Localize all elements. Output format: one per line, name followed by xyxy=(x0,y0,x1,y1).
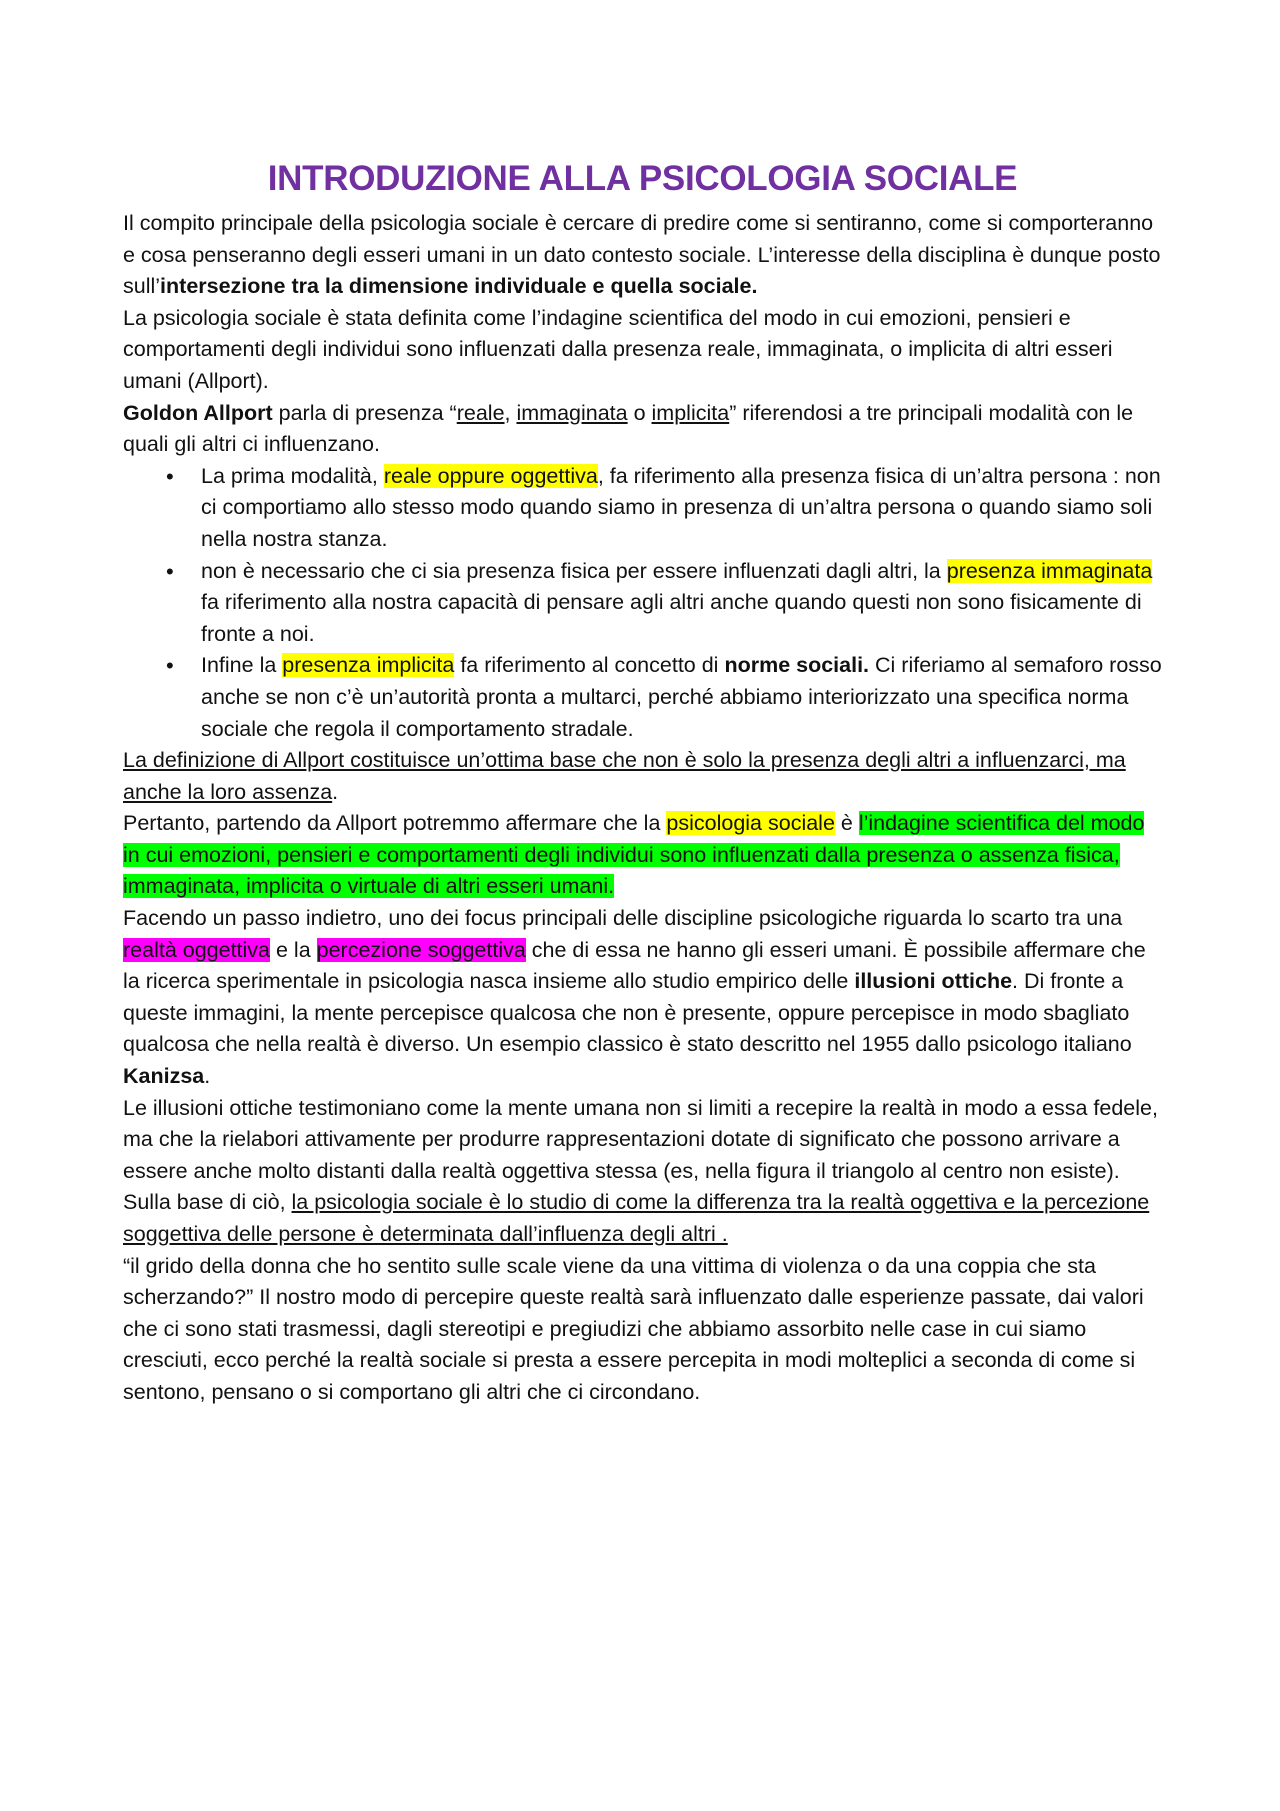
underlined-sentence: La definizione di Allport costituisce un’ottima base che non è solo la presenza degli altri a influenzarci, ma anche la loro assenza xyxy=(123,748,1126,804)
bold-kanizsa: Kanizsa xyxy=(123,1064,205,1089)
paragraph-rielabora: Le illusioni ottiche testimoniano come la mente umana non si limiti a recepire la realtà in modo a essa fedele, ma che la rielabori attivamente per produrre rappresentazioni dotate di significato che possono arrivare a essere anche molto distanti dalla realtà oggettiva stessa (es, nella figura il triangolo al centro non esiste). xyxy=(123,1095,1158,1183)
highlight-yellow: presenza immaginata xyxy=(946,558,1153,583)
page-title: INTRODUZIONE ALLA PSICOLOGIA SOCIALE xyxy=(267,159,1018,198)
highlight-yellow: reale oppure oggettiva xyxy=(383,463,598,488)
paragraph-pertanto: Pertanto, partendo da Allport potremmo affermare che la psicologia sociale è l’indagine scientifica del modo in cui emozioni, pensieri e comportamenti degli individui sono influenzati dalla presenza o assenza fisica, immaginata, implicita o virtuale di altri esseri umani. xyxy=(123,811,1145,899)
highlight-magenta: percezione soggettiva xyxy=(316,937,526,962)
underline-implicita: implicita xyxy=(651,400,730,425)
list-item: • La prima modalità, reale oppure oggettiva, fa riferimento alla presenza fisica di un’altra persona : non ci comportiamo allo stesso modo quando siamo in presenza di un’altra persona o quando siamo soli nella nostra stanza. xyxy=(201,461,1162,556)
paragraph-sulla-base: Sulla base di ciò, la psicologia sociale è lo studio di come la differenza tra la realtà oggettiva e la percezione soggettiva delle persone è determinata dall’influenza degli altri . xyxy=(123,1190,1150,1246)
paragraph-allport-definition: La definizione di Allport costituisce un’ottima base che non è solo la presenza degli altri a influenzarci, ma anche la loro assenza. xyxy=(123,748,1126,804)
paragraph-intro: Il compito principale della psicologia sociale è cercare di predire come si sentiranno, come si comporteranno e cosa penseranno degli esseri umani in un dato contesto sociale. L’interesse della disciplina è dunque posto sull’intersezione tra la dimensione individuale e quella sociale. xyxy=(123,211,1161,299)
document-body xyxy=(123,208,1162,1409)
underline-reale: reale xyxy=(456,400,505,425)
bold-intersezione: intersezione tra la dimensione individuale e quella sociale. xyxy=(160,274,758,299)
list-item: • non è necessario che ci sia presenza fisica per essere influenzati dagli altri, la presenza immaginata fa riferimento alla nostra capacità di pensare agli altri anche quando questi non sono fisicamente di fronte a noi. xyxy=(201,556,1162,651)
list-item: • Infine la presenza implicita fa riferimento al concetto di norme sociali. Ci riferiamo al semaforo rosso anche se non c’è un’autorità pronta a multarci, perché abbiamo interiorizzato una specifica norma sociale che regola il comportamento stradale. xyxy=(201,650,1162,745)
paragraph-grido: “il grido della donna che ho sentito sulle scale viene da una vittima di violenza o da una coppia che sta scherzando?” Il nostro modo di percepire queste realtà sarà influenzato dalle esperienze passate, dai valori che ci sono stati trasmessi, dagli stereotipi e pregiudizi che abbiamo assorbito nelle case in cui siamo cresciuti, ecco perché la realtà sociale si presta a essere percepita in modi molteplici a seconda di come si sentono, pensano o si comportano gli altri che ci circondano. xyxy=(123,1253,1144,1404)
underline-immaginata: immaginata xyxy=(516,400,628,425)
highlight-green: l’indagine scientifica del modo in cui emozioni, pensieri e comportamenti degli individui sono influenzati dalla presenza o assenza fisica, immaginata, implicita o virtuale di altri esseri umani. xyxy=(123,811,1145,899)
paragraph-definition: La psicologia sociale è stata definita come l’indagine scientifica del modo in cui emozioni, pensieri e comportamenti degli individui sono influenzati dalla presenza reale, immaginata, o implicita di altri esseri umani (Allport). xyxy=(123,305,1113,393)
highlight-yellow: presenza implicita xyxy=(282,653,455,678)
highlight-yellow: psicologia sociale xyxy=(666,811,835,836)
bold-norme-sociali: norme sociali. xyxy=(724,653,870,678)
bold-goldon-allport: Goldon Allport xyxy=(123,400,273,425)
bullet-list xyxy=(123,461,1162,745)
underlined-sentence: la psicologia sociale è lo studio di come la differenza tra la realtà oggettiva e la percezione soggettiva delle persone è determinata dall’influenza degli altri . xyxy=(123,1190,1150,1246)
bold-illusioni-ottiche: illusioni ottiche xyxy=(854,969,1013,994)
paragraph-illusioni: Facendo un passo indietro, uno dei focus principali delle discipline psicologiche riguarda lo scarto tra una realtà oggettiva e la percezione soggettiva che di essa ne hanno gli esseri umani. È possibile affermare che la ricerca sperimentale in psicologia nasca insieme allo studio empirico delle illusioni ottiche. Di fronte a queste immagini, la mente percepisce qualcosa che non è presente, oppure percepisce in modo sbagliato qualcosa che nella realtà è diverso. Un esempio classico è stato descritto nel 1955 dallo psicologo italiano Kanizsa. xyxy=(123,906,1146,1089)
paragraph-allport: Goldon Allport parla di presenza “reale, immaginata o implicita” riferendosi a tre principali modalità con le quali gli altri ci influenzano. xyxy=(123,400,1134,457)
highlight-magenta: realtà oggettiva xyxy=(123,937,271,962)
